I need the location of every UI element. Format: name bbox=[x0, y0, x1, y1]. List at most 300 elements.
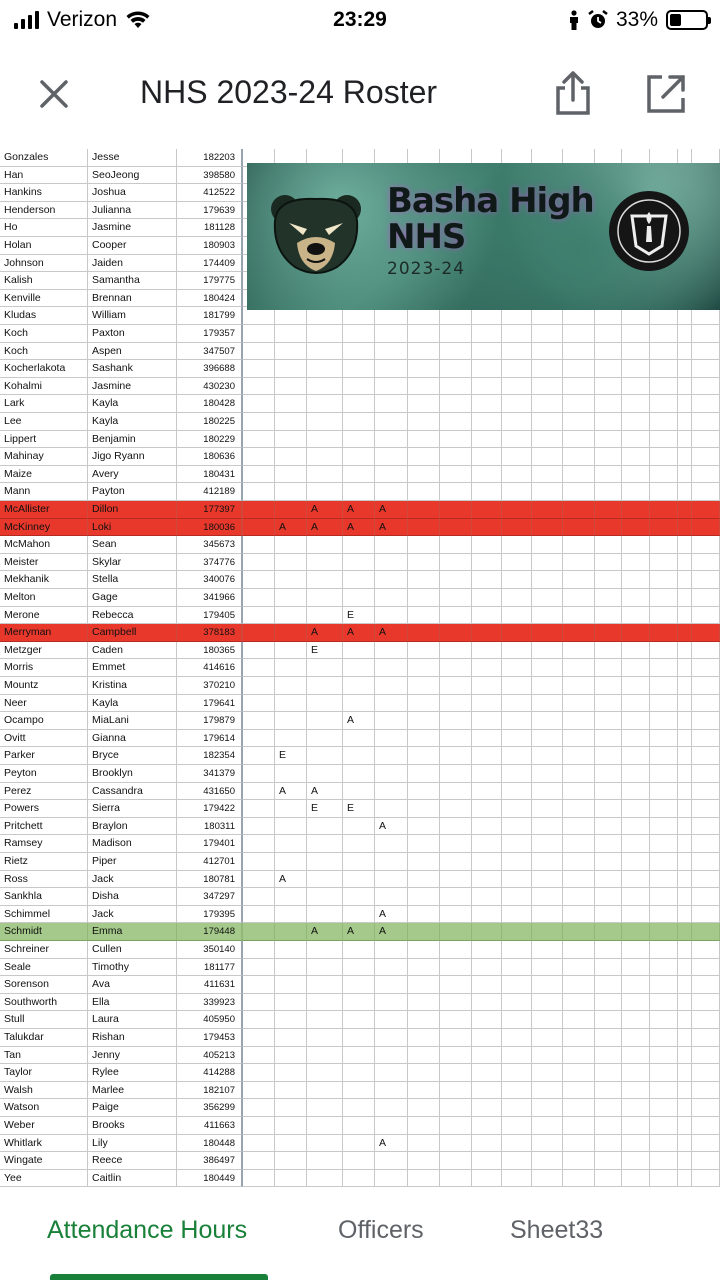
cell-empty[interactable] bbox=[440, 413, 472, 431]
cell-empty[interactable] bbox=[563, 483, 595, 501]
cell-empty[interactable] bbox=[622, 607, 650, 625]
cell-empty[interactable] bbox=[650, 483, 678, 501]
cell-empty[interactable] bbox=[650, 466, 678, 484]
cell-empty[interactable] bbox=[408, 554, 440, 572]
cell-empty[interactable] bbox=[440, 994, 472, 1012]
cell-empty[interactable] bbox=[622, 941, 650, 959]
cell-attendance-mark[interactable] bbox=[307, 1029, 343, 1047]
cell-empty[interactable] bbox=[650, 923, 678, 941]
cell-empty[interactable] bbox=[595, 871, 622, 889]
cell-first-name[interactable]: Samantha bbox=[88, 272, 177, 290]
cell-empty[interactable] bbox=[622, 994, 650, 1012]
cell-empty[interactable] bbox=[692, 1170, 720, 1188]
cell-empty[interactable] bbox=[532, 677, 563, 695]
cell-student-id[interactable]: 180036 bbox=[177, 519, 243, 537]
cell-empty[interactable] bbox=[408, 1099, 440, 1117]
cell-first-name[interactable]: Kayla bbox=[88, 395, 177, 413]
cell-last-name[interactable]: Neer bbox=[0, 695, 88, 713]
table-row[interactable] bbox=[0, 941, 720, 959]
cell-empty[interactable] bbox=[502, 466, 532, 484]
cell-last-name[interactable]: Koch bbox=[0, 343, 88, 361]
cell-empty[interactable] bbox=[692, 1152, 720, 1170]
cell-attendance-mark[interactable] bbox=[275, 1135, 307, 1153]
cell-attendance-mark[interactable] bbox=[275, 307, 307, 325]
cell-empty[interactable] bbox=[408, 730, 440, 748]
cell-empty[interactable] bbox=[622, 959, 650, 977]
cell-empty[interactable] bbox=[502, 571, 532, 589]
cell-empty[interactable] bbox=[692, 360, 720, 378]
cell-attendance-mark[interactable] bbox=[243, 1117, 275, 1135]
cell-empty[interactable] bbox=[532, 695, 563, 713]
cell-last-name[interactable]: Mann bbox=[0, 483, 88, 501]
cell-first-name[interactable]: Avery bbox=[88, 466, 177, 484]
cell-empty[interactable] bbox=[408, 343, 440, 361]
cell-empty[interactable] bbox=[532, 483, 563, 501]
cell-empty[interactable] bbox=[622, 765, 650, 783]
cell-attendance-mark[interactable]: A bbox=[307, 501, 343, 519]
cell-empty[interactable] bbox=[595, 994, 622, 1012]
cell-empty[interactable] bbox=[408, 1011, 440, 1029]
cell-empty[interactable] bbox=[678, 360, 692, 378]
table-row[interactable] bbox=[0, 1135, 720, 1153]
cell-empty[interactable] bbox=[408, 765, 440, 783]
cell-empty[interactable] bbox=[622, 818, 650, 836]
cell-empty[interactable] bbox=[440, 554, 472, 572]
cell-empty[interactable] bbox=[563, 431, 595, 449]
cell-empty[interactable] bbox=[440, 325, 472, 343]
cell-empty[interactable] bbox=[678, 923, 692, 941]
cell-empty[interactable] bbox=[532, 395, 563, 413]
cell-first-name[interactable]: Julianna bbox=[88, 202, 177, 220]
cell-empty[interactable] bbox=[650, 1082, 678, 1100]
cell-student-id[interactable]: 345673 bbox=[177, 536, 243, 554]
cell-first-name[interactable]: Stella bbox=[88, 571, 177, 589]
cell-empty[interactable] bbox=[472, 800, 502, 818]
cell-empty[interactable] bbox=[440, 730, 472, 748]
cell-empty[interactable] bbox=[440, 941, 472, 959]
cell-empty[interactable] bbox=[595, 1152, 622, 1170]
cell-first-name[interactable]: Loki bbox=[88, 519, 177, 537]
cell-attendance-mark[interactable] bbox=[343, 765, 375, 783]
cell-empty[interactable] bbox=[622, 906, 650, 924]
cell-last-name[interactable]: Metzger bbox=[0, 642, 88, 660]
cell-last-name[interactable]: Schreiner bbox=[0, 941, 88, 959]
cell-attendance-mark[interactable] bbox=[343, 1029, 375, 1047]
cell-first-name[interactable]: MiaLani bbox=[88, 712, 177, 730]
cell-empty[interactable] bbox=[678, 888, 692, 906]
cell-attendance-mark[interactable]: E bbox=[275, 747, 307, 765]
cell-empty[interactable] bbox=[622, 677, 650, 695]
cell-empty[interactable] bbox=[650, 818, 678, 836]
cell-student-id[interactable]: 180229 bbox=[177, 431, 243, 449]
cell-attendance-mark[interactable] bbox=[343, 554, 375, 572]
cell-empty[interactable] bbox=[440, 589, 472, 607]
cell-empty[interactable] bbox=[563, 624, 595, 642]
table-row[interactable] bbox=[0, 677, 720, 695]
cell-empty[interactable] bbox=[408, 976, 440, 994]
cell-attendance-mark[interactable] bbox=[307, 466, 343, 484]
cell-empty[interactable] bbox=[440, 466, 472, 484]
cell-attendance-mark[interactable] bbox=[275, 765, 307, 783]
cell-attendance-mark[interactable] bbox=[275, 413, 307, 431]
cell-first-name[interactable]: Jack bbox=[88, 871, 177, 889]
cell-empty[interactable] bbox=[502, 976, 532, 994]
cell-student-id[interactable]: 179448 bbox=[177, 923, 243, 941]
cell-empty[interactable] bbox=[622, 1099, 650, 1117]
cell-empty[interactable] bbox=[440, 607, 472, 625]
cell-student-id[interactable]: 179357 bbox=[177, 325, 243, 343]
cell-empty[interactable] bbox=[502, 994, 532, 1012]
cell-empty[interactable] bbox=[502, 923, 532, 941]
cell-empty[interactable] bbox=[563, 413, 595, 431]
cell-empty[interactable] bbox=[502, 871, 532, 889]
cell-last-name[interactable]: Watson bbox=[0, 1099, 88, 1117]
cell-empty[interactable] bbox=[692, 325, 720, 343]
cell-empty[interactable] bbox=[692, 941, 720, 959]
cell-empty[interactable] bbox=[650, 519, 678, 537]
cell-empty[interactable] bbox=[502, 431, 532, 449]
cell-attendance-mark[interactable] bbox=[243, 1029, 275, 1047]
cell-student-id[interactable]: 181177 bbox=[177, 959, 243, 977]
cell-attendance-mark[interactable] bbox=[243, 994, 275, 1012]
cell-empty[interactable] bbox=[595, 835, 622, 853]
cell-empty[interactable] bbox=[692, 871, 720, 889]
cell-student-id[interactable]: 347507 bbox=[177, 343, 243, 361]
cell-empty[interactable] bbox=[440, 783, 472, 801]
cell-empty[interactable] bbox=[622, 536, 650, 554]
cell-attendance-mark[interactable] bbox=[343, 747, 375, 765]
cell-empty[interactable] bbox=[692, 607, 720, 625]
table-row[interactable] bbox=[0, 642, 720, 660]
cell-empty[interactable] bbox=[440, 677, 472, 695]
cell-attendance-mark[interactable] bbox=[275, 448, 307, 466]
cell-empty[interactable] bbox=[563, 1047, 595, 1065]
cell-attendance-mark[interactable] bbox=[375, 466, 408, 484]
cell-attendance-mark[interactable] bbox=[307, 1152, 343, 1170]
cell-empty[interactable] bbox=[440, 1099, 472, 1117]
cell-first-name[interactable]: Rishan bbox=[88, 1029, 177, 1047]
cell-student-id[interactable]: 396688 bbox=[177, 360, 243, 378]
cell-attendance-mark[interactable] bbox=[275, 888, 307, 906]
cell-student-id[interactable]: 430230 bbox=[177, 378, 243, 396]
cell-empty[interactable] bbox=[563, 888, 595, 906]
cell-empty[interactable] bbox=[472, 378, 502, 396]
cell-empty[interactable] bbox=[595, 554, 622, 572]
cell-empty[interactable] bbox=[532, 659, 563, 677]
cell-empty[interactable] bbox=[532, 1099, 563, 1117]
cell-attendance-mark[interactable] bbox=[375, 695, 408, 713]
cell-attendance-mark[interactable] bbox=[343, 677, 375, 695]
cell-empty[interactable] bbox=[678, 1117, 692, 1135]
cell-empty[interactable] bbox=[440, 1047, 472, 1065]
cell-empty[interactable] bbox=[563, 1117, 595, 1135]
cell-attendance-mark[interactable] bbox=[275, 483, 307, 501]
cell-empty[interactable] bbox=[650, 1011, 678, 1029]
cell-empty[interactable] bbox=[532, 448, 563, 466]
cell-empty[interactable] bbox=[408, 413, 440, 431]
cell-empty[interactable] bbox=[440, 959, 472, 977]
cell-student-id[interactable]: 378183 bbox=[177, 624, 243, 642]
cell-empty[interactable] bbox=[563, 501, 595, 519]
cell-empty[interactable] bbox=[595, 1099, 622, 1117]
cell-last-name[interactable]: Schmidt bbox=[0, 923, 88, 941]
cell-attendance-mark[interactable]: A bbox=[343, 923, 375, 941]
cell-empty[interactable] bbox=[622, 1064, 650, 1082]
cell-first-name[interactable]: Brennan bbox=[88, 290, 177, 308]
cell-attendance-mark[interactable] bbox=[243, 554, 275, 572]
cell-empty[interactable] bbox=[472, 395, 502, 413]
cell-empty[interactable] bbox=[472, 343, 502, 361]
cell-empty[interactable] bbox=[563, 853, 595, 871]
cell-empty[interactable] bbox=[440, 501, 472, 519]
cell-empty[interactable] bbox=[678, 642, 692, 660]
cell-empty[interactable] bbox=[692, 624, 720, 642]
cell-attendance-mark[interactable] bbox=[307, 976, 343, 994]
cell-attendance-mark[interactable] bbox=[307, 589, 343, 607]
cell-empty[interactable] bbox=[440, 448, 472, 466]
cell-attendance-mark[interactable] bbox=[243, 835, 275, 853]
cell-empty[interactable] bbox=[650, 994, 678, 1012]
cell-student-id[interactable]: 412522 bbox=[177, 184, 243, 202]
cell-attendance-mark[interactable] bbox=[243, 959, 275, 977]
cell-attendance-mark[interactable] bbox=[243, 1135, 275, 1153]
cell-empty[interactable] bbox=[532, 959, 563, 977]
cell-empty[interactable] bbox=[692, 395, 720, 413]
cell-last-name[interactable]: Kohalmi bbox=[0, 378, 88, 396]
cell-empty[interactable] bbox=[678, 1135, 692, 1153]
table-row[interactable] bbox=[0, 818, 720, 836]
cell-empty[interactable] bbox=[563, 536, 595, 554]
cell-empty[interactable] bbox=[650, 589, 678, 607]
cell-attendance-mark[interactable] bbox=[243, 659, 275, 677]
share-icon[interactable] bbox=[552, 70, 594, 116]
cell-attendance-mark[interactable] bbox=[343, 343, 375, 361]
cell-empty[interactable] bbox=[502, 888, 532, 906]
cell-attendance-mark[interactable] bbox=[243, 307, 275, 325]
cell-empty[interactable] bbox=[692, 448, 720, 466]
cell-empty[interactable] bbox=[622, 1117, 650, 1135]
cell-empty[interactable] bbox=[532, 765, 563, 783]
cell-empty[interactable] bbox=[472, 1152, 502, 1170]
table-row[interactable] bbox=[0, 501, 720, 519]
cell-empty[interactable] bbox=[408, 800, 440, 818]
cell-attendance-mark[interactable] bbox=[343, 1170, 375, 1188]
cell-empty[interactable] bbox=[678, 536, 692, 554]
cell-empty[interactable] bbox=[650, 941, 678, 959]
cell-empty[interactable] bbox=[595, 642, 622, 660]
cell-empty[interactable] bbox=[563, 712, 595, 730]
cell-first-name[interactable]: Ella bbox=[88, 994, 177, 1012]
cell-attendance-mark[interactable] bbox=[375, 554, 408, 572]
open-external-icon[interactable] bbox=[644, 72, 688, 116]
cell-attendance-mark[interactable] bbox=[375, 1117, 408, 1135]
cell-attendance-mark[interactable]: E bbox=[307, 800, 343, 818]
cell-empty[interactable] bbox=[692, 730, 720, 748]
cell-attendance-mark[interactable] bbox=[275, 607, 307, 625]
cell-empty[interactable] bbox=[502, 959, 532, 977]
cell-attendance-mark[interactable] bbox=[243, 765, 275, 783]
cell-attendance-mark[interactable]: A bbox=[307, 923, 343, 941]
cell-last-name[interactable]: Merone bbox=[0, 607, 88, 625]
cell-attendance-mark[interactable] bbox=[375, 747, 408, 765]
cell-attendance-mark[interactable] bbox=[375, 431, 408, 449]
cell-attendance-mark[interactable] bbox=[343, 589, 375, 607]
cell-attendance-mark[interactable]: E bbox=[307, 642, 343, 660]
cell-first-name[interactable]: Sierra bbox=[88, 800, 177, 818]
cell-empty[interactable] bbox=[595, 818, 622, 836]
cell-empty[interactable] bbox=[563, 571, 595, 589]
cell-attendance-mark[interactable] bbox=[275, 343, 307, 361]
cell-empty[interactable] bbox=[692, 571, 720, 589]
cell-first-name[interactable]: Brooklyn bbox=[88, 765, 177, 783]
cell-empty[interactable] bbox=[678, 1011, 692, 1029]
cell-empty[interactable] bbox=[440, 395, 472, 413]
cell-first-name[interactable]: Campbell bbox=[88, 624, 177, 642]
cell-empty[interactable] bbox=[595, 1170, 622, 1188]
cell-empty[interactable] bbox=[532, 800, 563, 818]
cell-first-name[interactable]: Payton bbox=[88, 483, 177, 501]
cell-student-id[interactable]: 180424 bbox=[177, 290, 243, 308]
cell-attendance-mark[interactable] bbox=[375, 994, 408, 1012]
cell-empty[interactable] bbox=[472, 994, 502, 1012]
cell-empty[interactable] bbox=[622, 343, 650, 361]
cell-attendance-mark[interactable] bbox=[375, 589, 408, 607]
cell-attendance-mark[interactable] bbox=[375, 1082, 408, 1100]
cell-empty[interactable] bbox=[440, 431, 472, 449]
cell-student-id[interactable]: 181128 bbox=[177, 219, 243, 237]
cell-attendance-mark[interactable] bbox=[243, 325, 275, 343]
cell-attendance-mark[interactable] bbox=[243, 483, 275, 501]
cell-empty[interactable] bbox=[408, 395, 440, 413]
cell-empty[interactable] bbox=[472, 431, 502, 449]
cell-attendance-mark[interactable] bbox=[307, 1135, 343, 1153]
cell-attendance-mark[interactable] bbox=[375, 307, 408, 325]
cell-last-name[interactable]: Meister bbox=[0, 554, 88, 572]
cell-empty[interactable] bbox=[532, 624, 563, 642]
cell-attendance-mark[interactable] bbox=[307, 448, 343, 466]
cell-empty[interactable] bbox=[563, 642, 595, 660]
cell-empty[interactable] bbox=[692, 923, 720, 941]
cell-empty[interactable] bbox=[532, 1064, 563, 1082]
cell-empty[interactable] bbox=[408, 747, 440, 765]
table-row[interactable] bbox=[0, 695, 720, 713]
cell-student-id[interactable]: 431650 bbox=[177, 783, 243, 801]
cell-attendance-mark[interactable] bbox=[343, 483, 375, 501]
cell-attendance-mark[interactable]: E bbox=[343, 607, 375, 625]
cell-attendance-mark[interactable] bbox=[275, 677, 307, 695]
cell-attendance-mark[interactable] bbox=[275, 1082, 307, 1100]
cell-empty[interactable] bbox=[408, 695, 440, 713]
cell-empty[interactable] bbox=[472, 765, 502, 783]
cell-empty[interactable] bbox=[622, 589, 650, 607]
cell-empty[interactable] bbox=[440, 483, 472, 501]
cell-attendance-mark[interactable] bbox=[307, 959, 343, 977]
cell-empty[interactable] bbox=[563, 1099, 595, 1117]
cell-empty[interactable] bbox=[678, 554, 692, 572]
cell-attendance-mark[interactable] bbox=[275, 571, 307, 589]
cell-attendance-mark[interactable] bbox=[307, 1099, 343, 1117]
cell-attendance-mark[interactable] bbox=[343, 448, 375, 466]
cell-empty[interactable] bbox=[472, 906, 502, 924]
cell-empty[interactable] bbox=[472, 923, 502, 941]
cell-last-name[interactable]: Lark bbox=[0, 395, 88, 413]
cell-empty[interactable] bbox=[472, 519, 502, 537]
cell-attendance-mark[interactable] bbox=[307, 906, 343, 924]
cell-attendance-mark[interactable] bbox=[375, 448, 408, 466]
cell-empty[interactable] bbox=[532, 431, 563, 449]
table-row[interactable] bbox=[0, 1117, 720, 1135]
cell-empty[interactable] bbox=[502, 1170, 532, 1188]
cell-attendance-mark[interactable] bbox=[243, 1047, 275, 1065]
cell-attendance-mark[interactable] bbox=[243, 853, 275, 871]
cell-student-id[interactable]: 180448 bbox=[177, 1135, 243, 1153]
cell-empty[interactable] bbox=[692, 483, 720, 501]
cell-attendance-mark[interactable] bbox=[375, 677, 408, 695]
cell-empty[interactable] bbox=[440, 1135, 472, 1153]
cell-empty[interactable] bbox=[563, 1135, 595, 1153]
cell-attendance-mark[interactable] bbox=[343, 1011, 375, 1029]
cell-empty[interactable] bbox=[650, 695, 678, 713]
table-row[interactable] bbox=[0, 888, 720, 906]
cell-empty[interactable] bbox=[678, 624, 692, 642]
cell-attendance-mark[interactable] bbox=[275, 1011, 307, 1029]
cell-attendance-mark[interactable]: A bbox=[375, 519, 408, 537]
cell-empty[interactable] bbox=[408, 1117, 440, 1135]
cell-student-id[interactable]: 180781 bbox=[177, 871, 243, 889]
cell-attendance-mark[interactable] bbox=[307, 1047, 343, 1065]
cell-attendance-mark[interactable] bbox=[307, 853, 343, 871]
cell-attendance-mark[interactable] bbox=[343, 994, 375, 1012]
cell-empty[interactable] bbox=[563, 395, 595, 413]
cell-empty[interactable] bbox=[622, 871, 650, 889]
cell-attendance-mark[interactable] bbox=[375, 800, 408, 818]
cell-empty[interactable] bbox=[595, 659, 622, 677]
cell-attendance-mark[interactable]: A bbox=[275, 519, 307, 537]
cell-attendance-mark[interactable] bbox=[307, 994, 343, 1012]
cell-empty[interactable] bbox=[563, 325, 595, 343]
cell-empty[interactable] bbox=[595, 853, 622, 871]
cell-empty[interactable] bbox=[532, 783, 563, 801]
cell-attendance-mark[interactable] bbox=[243, 1011, 275, 1029]
cell-last-name[interactable]: Taylor bbox=[0, 1064, 88, 1082]
cell-empty[interactable] bbox=[650, 1029, 678, 1047]
cell-empty[interactable] bbox=[595, 959, 622, 977]
cell-last-name[interactable]: Henderson bbox=[0, 202, 88, 220]
cell-empty[interactable] bbox=[650, 501, 678, 519]
cell-student-id[interactable]: 174409 bbox=[177, 255, 243, 273]
cell-last-name[interactable]: Kalish bbox=[0, 272, 88, 290]
cell-attendance-mark[interactable] bbox=[375, 976, 408, 994]
cell-empty[interactable] bbox=[532, 1152, 563, 1170]
cell-empty[interactable] bbox=[440, 906, 472, 924]
cell-empty[interactable] bbox=[595, 624, 622, 642]
cell-attendance-mark[interactable] bbox=[343, 1082, 375, 1100]
cell-attendance-mark[interactable] bbox=[375, 325, 408, 343]
cell-empty[interactable] bbox=[692, 1029, 720, 1047]
cell-empty[interactable] bbox=[408, 466, 440, 484]
cell-empty[interactable] bbox=[472, 941, 502, 959]
cell-empty[interactable] bbox=[440, 343, 472, 361]
cell-first-name[interactable]: Marlee bbox=[88, 1082, 177, 1100]
cell-empty[interactable] bbox=[650, 800, 678, 818]
cell-first-name[interactable]: Jigo Ryann bbox=[88, 448, 177, 466]
cell-empty[interactable] bbox=[622, 466, 650, 484]
cell-student-id[interactable]: 180311 bbox=[177, 818, 243, 836]
cell-empty[interactable] bbox=[692, 994, 720, 1012]
cell-empty[interactable] bbox=[563, 519, 595, 537]
cell-last-name[interactable]: McKinney bbox=[0, 519, 88, 537]
cell-empty[interactable] bbox=[532, 853, 563, 871]
